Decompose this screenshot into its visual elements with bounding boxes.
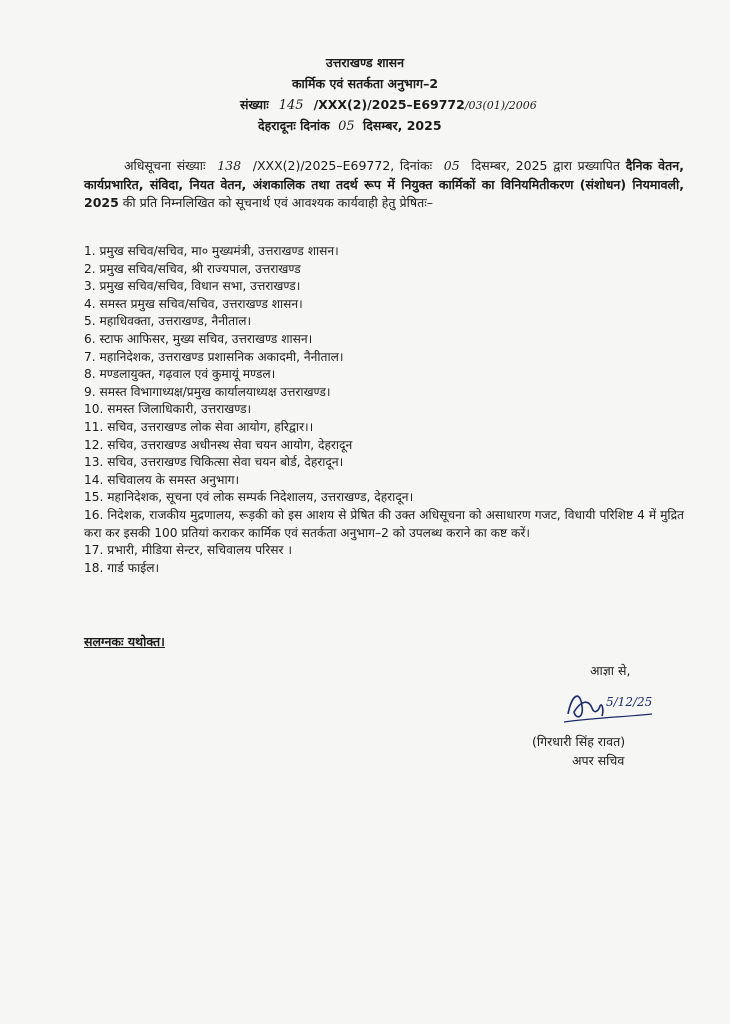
list-item: 16. निदेशक, राजकीय मुद्रणालय, रूड़की को इस आशय से प्रेषित की उक्त अधिसूचना को असाधारण गजट, विधायी परिशिष्ट 4 में मुद्रित करा कर इसकी 100 प्रतियां कराकर कार्मिक एवं सतर्कता अनुभाग–2 को उपलब्ध कराने का कष्ट करें। <box>84 507 684 540</box>
rules-title: दैनिक वेतन, कार्यप्रभारित, संविदा, नियत वेतन, अंशकालिक तथा तदर्थ रूप में नियुक्त कार्मिकों का विनियमितीकरण (संशोधन) नियमावली, 2025 <box>84 158 684 210</box>
department-title: कार्मिक एवं सतर्कता अनुभाग–2 <box>291 76 439 91</box>
intro-part4: की प्रति निम्नलिखित को सूचनार्थ एवं आवश्यक कार्यवाही हेतु प्रेषितः– <box>122 195 434 210</box>
date-suffix: दिसम्बर, 2025 <box>363 118 442 133</box>
by-order-text: आज्ञा से, <box>590 663 631 678</box>
list-item: 3. प्रमुख सचिव/सचिव, विधान सभा, उत्तराखण्ड। <box>84 279 301 294</box>
list-item: 9. समस्त विभागाध्यक्ष/प्रमुख कार्यालयाध्यक्ष उत्तराखण्ड। <box>84 384 331 399</box>
list-item: 18. गार्ड फाईल। <box>84 560 160 575</box>
intro-paragraph <box>84 157 684 213</box>
list-item: 17. प्रभारी, मीडिया सेन्टर, सचिवालय परिसर । <box>84 543 293 558</box>
ref-suffix: /XXX(2)/2025–E69772 <box>313 97 465 112</box>
list-item: 6. स्टाफ आफिसर, मुख्य सचिव, उत्तराखण्ड शासन। <box>84 331 313 346</box>
intro-part3: दिसम्बर, 2025 द्वारा प्रख्यापित <box>471 158 621 173</box>
ref-label: संख्याः <box>240 97 269 112</box>
ref-number-handwritten: 145 <box>278 98 304 113</box>
list-item: 2. प्रमुख सचिव/सचिव, श्री राज्यपाल, उत्तराखण्ड <box>84 261 301 276</box>
notification-date-handwritten: 05 <box>443 158 460 173</box>
attachment-text: सलग्नकः यथोक्त। <box>84 634 165 649</box>
list-item: 14. सचिवालय के समस्त अनुभाग। <box>84 472 240 487</box>
ref-handwritten-tail: /03(01)/2006 <box>464 99 537 112</box>
date-day-handwritten: 05 <box>338 119 355 134</box>
list-item: 10. समस्त जिलाधिकारी, उत्तराखण्ड। <box>84 402 252 417</box>
list-item: 7. महानिदेशक, उत्तराखण्ड प्रशासनिक अकादमी, नैनीताल। <box>84 349 344 364</box>
government-title: उत्तराखण्ड शासन <box>325 55 405 70</box>
intro-part2: /XXX(2)/2025–E69772, दिनांकः <box>252 158 433 173</box>
list-item: 8. मण्डलायुक्त, गढ़वाल एवं कुमायूं मण्डल। <box>84 367 276 382</box>
issue-date <box>258 117 442 134</box>
attachment-note <box>84 633 165 650</box>
recipient-list <box>84 243 684 577</box>
list-item: 11. सचिव, उत्तराखण्ड लोक सेवा आयोग, हरिद्वार।। <box>84 419 314 434</box>
notification-number-handwritten: 138 <box>217 158 242 173</box>
signature-date: 5/12/25 <box>606 695 653 709</box>
signatory-name: (गिरधारी सिंह रावत) <box>532 734 626 749</box>
list-item: 1. प्रमुख सचिव/सचिव, मा० मुख्यमंत्री, उत्तराखण्ड शासन। <box>84 244 339 258</box>
list-item: 4. समस्त प्रमुख सचिव/सचिव, उत्तराखण्ड शासन। <box>84 296 303 311</box>
list-item: 15. महानिदेशक, सूचना एवं लोक सम्पर्क निदेशालय, उत्तराखण्ड, देहरादून। <box>84 490 414 505</box>
signatory-designation: अपर सचिव <box>572 753 625 768</box>
date-prefix: देहरादूनः दिनांक <box>258 118 330 133</box>
list-item: 5. महाधिवक्ता, उत्तराखण्ड, नैनीताल। <box>84 314 252 329</box>
list-item: 12. सचिव, उत्तराखण्ड अधीनस्थ सेवा चयन आयोग, देहरादून <box>84 437 353 452</box>
intro-part1: अधिसूचना संख्याः <box>124 158 206 173</box>
reference-number <box>240 96 537 113</box>
signature-image <box>562 684 654 726</box>
list-item: 13. सचिव, उत्तराखण्ड चिकित्सा सेवा चयन बोर्ड, देहरादून। <box>84 455 344 470</box>
